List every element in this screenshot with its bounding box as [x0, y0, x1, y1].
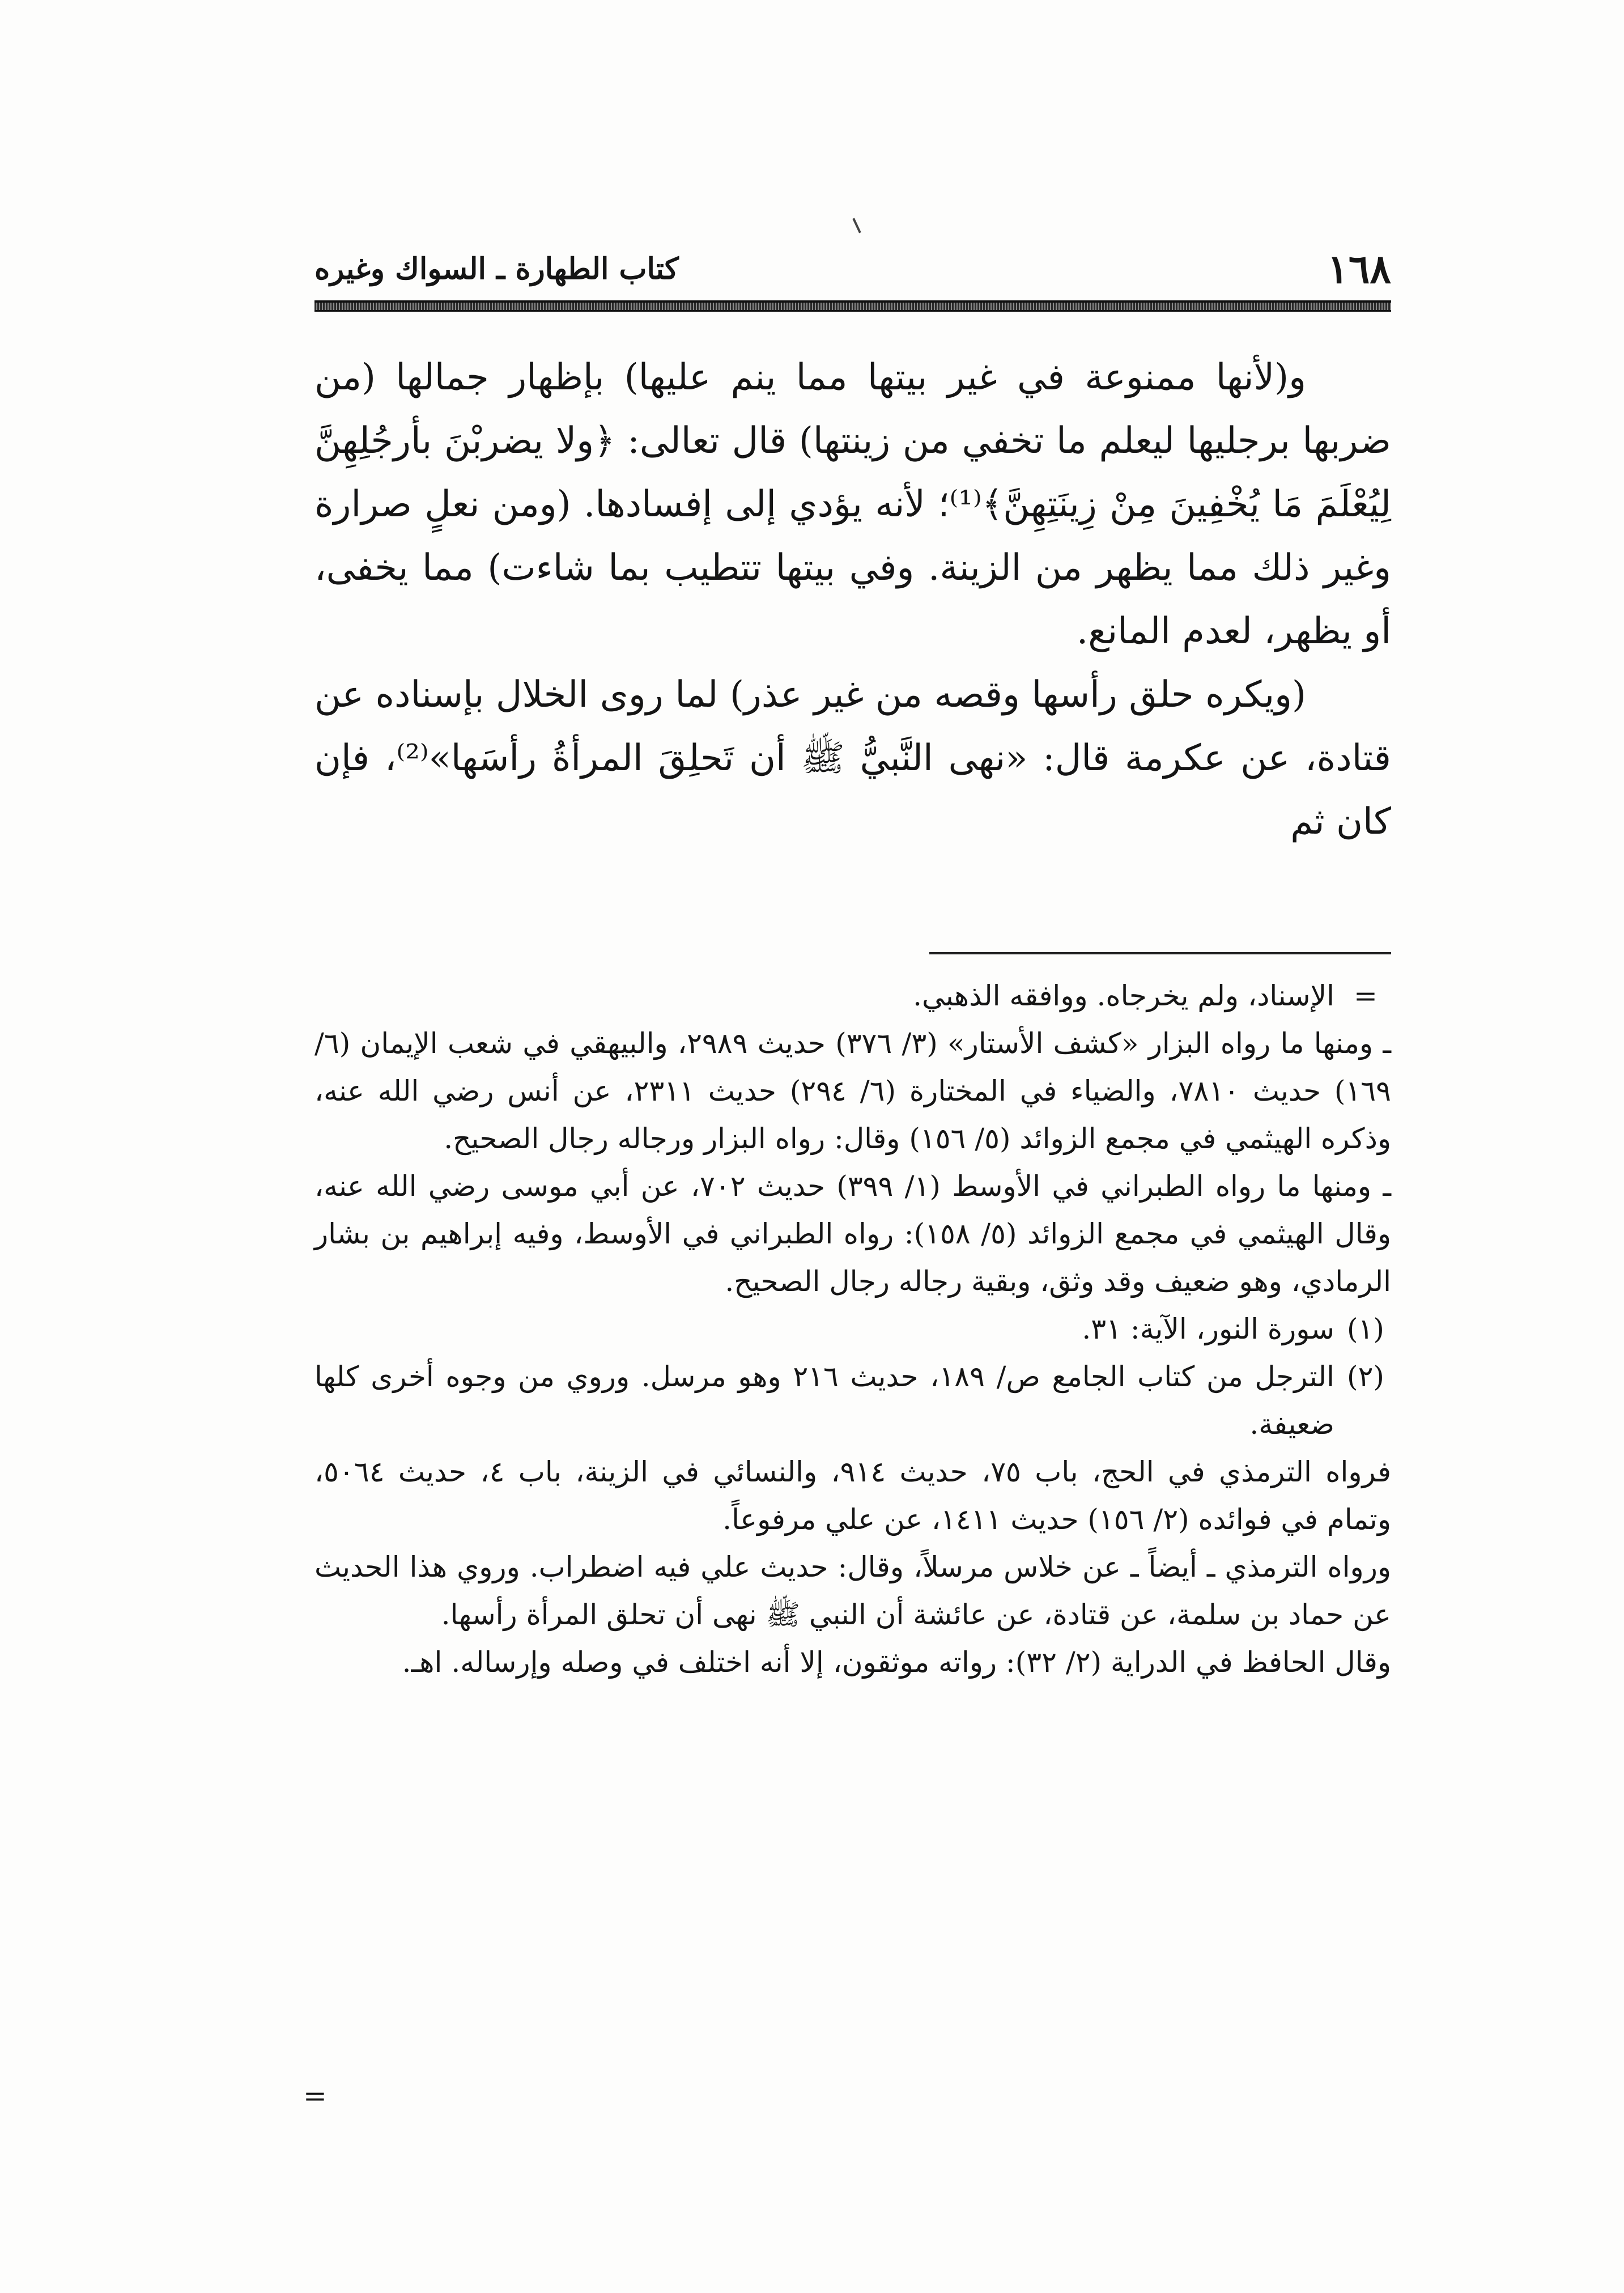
footnote-2	[314, 1353, 1391, 1448]
footnote-1	[314, 1305, 1391, 1353]
main-text	[314, 346, 1391, 853]
main-paragraph-1: و(لأنها ممنوعة في غير بيتها مما ينم عليها) بإظهار جمالها (من ضربها برجليها ليعلم ما تخفي من زينتها) قال تعالى: ﴿ولا يضربْنَ بأرجُلِهِنَّ لِيُعْلَمَ مَا يُخْفِينَ مِنْ زِينَتِهِنَّ﴾⁽¹⁾؛ لأنه يؤدي إلى إفسادها. (ومن نعلٍ صرارة وغير ذلك مما يظهر من الزينة. وفي بيتها تتطيب بما شاءت) مما يخفى، أو يظهر، لعدم المانع.	[314, 356, 1392, 652]
footnote-paragraph-a: ـ ومنها ما رواه البزار «كشف الأستار» (٣/ ٣٧٦) حديث ٢٩٨٩، والبيهقي في شعب الإيمان (٦/ ١٦٩) حديث ٧٨١٠، والضياء في المختارة (٦/ ٢٩٤) حديث ٢٣١١، عن أنس رضي الله عنه، وذكره الهيثمي في مجمع الزوائد (٥/ ١٥٦) وقال: رواه البزار ورجاله رجال الصحيح.	[314, 1027, 1392, 1155]
footnote-continues-mark: =	[303, 2079, 327, 2112]
header-rule	[314, 300, 1391, 312]
running-head	[314, 238, 1391, 300]
continuation-text: الإسناد، ولم يخرجاه. ووافقه الذهبي.	[913, 979, 1334, 1012]
footnote-paragraph-b: ـ ومنها ما رواه الطبراني في الأوسط (١/ ٣٩٩) حديث ٧٠٢، عن أبي موسى رضي الله عنه، وقال الهيثمي في مجمع الزوائد (٥/ ١٥٨): رواه الطبراني في الأوسط، وفيه إبراهيم بن بشار الرمادي، وهو ضعيف وقد وثق، وبقية رجاله رجال الصحيح.	[314, 1170, 1392, 1298]
footnote-2-mark: (٢)	[1347, 1360, 1384, 1393]
main-paragraph-2: (ويكره حلق رأسها وقصه من غير عذر) لما روى الخلال بإسناده عن قتادة، عن عكرمة قال: «نهى النَّبيُّ ﷺ أن تَحلِقَ المرأةُ رأسَها»⁽²⁾، فإن كان ثم	[314, 674, 1392, 843]
footnote-continuation	[314, 972, 1391, 1020]
print-speck	[852, 218, 861, 233]
page-number: ١٦٨	[1327, 245, 1391, 292]
footnote-1-mark: (١)	[1347, 1313, 1384, 1345]
footnote-paragraph-d: ورواه الترمذي ـ أيضاً ـ عن خلاس مرسلاً، وقال: حديث علي فيه اضطراب. وروي هذا الحديث عن حماد بن سلمة، عن قتادة، عن عائشة أن النبي ﷺ نهى أن تحلق المرأة رأسها.	[314, 1551, 1391, 1631]
running-title: كتاب الطهارة ـ السواك وغيره	[314, 252, 679, 286]
footnote-paragraph-e: وقال الحافظ في الدراية (٢/ ٣٢): رواته موثقون، إلا أنه اختلف في وصله وإرساله. اهـ.	[402, 1646, 1391, 1679]
footnote-1-text: سورة النور، الآية: ٣١.	[1082, 1313, 1334, 1345]
continuation-mark: =	[1354, 979, 1378, 1012]
footnote-paragraph-c: فرواه الترمذي في الحج، باب ٧٥، حديث ٩١٤، والنسائي في الزينة، باب ٤، حديث ٥٠٦٤، وتمام في فوائده (٢/ ١٥٦) حديث ١٤١١، عن علي مرفوعاً.	[314, 1455, 1391, 1536]
footnote-2-text: الترجل من كتاب الجامع ص/ ١٨٩، حديث ٢١٦ وهو مرسل. وروي من وجوه أخرى كلها ضعيفة.	[314, 1360, 1334, 1441]
footnotes	[314, 972, 1391, 1686]
footnote-separator	[929, 952, 1391, 954]
